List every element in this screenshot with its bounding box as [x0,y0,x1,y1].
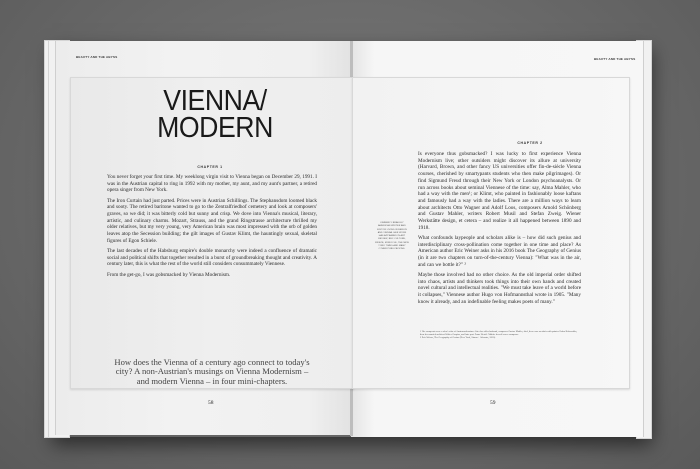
left-running-head: BEAUTY AND THE ABYSS [76,55,118,59]
article-title [118,85,311,144]
title-line-1: VIENNA/ [163,85,267,117]
footnotes [420,330,580,340]
paragraph: From the get-go, I was gobsmacked by Vienna Modernism. [107,271,231,278]
right-running-head: BEAUTY AND THE ABYSS [594,57,636,61]
chapter-1-label: CHAPTER 1 [197,165,223,169]
left-body-text [107,174,317,282]
footnote: 1 Her conquests were a who's who of Austromodernism. After her older husband, composer Gustav Mahler, died, there was an affair with painter Oskar Kokoschka, then she married architect Walter Gropius, and later poet Franz Werfel. Mahler herself was a composer. [420,330,578,337]
pull-quote: How does the Vienna of a century ago connect to today's city? A non-Austrian's musings on Vienna Modernism – and modern Vienna – in four mini-chapters. [114,357,310,386]
paragraph: What confounds laypeople and scholars alike is – how did such genius and interdisciplinary cross-pollination come together in one time and place? As American author Eric Weiner asks in his 2016 book The Geography of Genius (in it are two chapters on turn-of-the-century Vienna): "What was in the air, and can we bottle it?" ² [418,234,581,268]
author-bio: KIMBERLY BRADLEY AMERICAN WRITER AND EDITOR LIVING IN BERLIN AND VIENNA. HER WORK HAS APPEARED IN ART REVIEW, BBC CULTURE, FRIEZE, MONOCLE, THE NEW YORK TIMES AND MANY OTHER PUBLICATIONS. [375,222,409,251]
footnote: 2 Eric Weiner, The Geography of Genius (New York, Simon + Schuster, 2016). [420,336,496,340]
page-number-left: 58 [208,400,214,406]
right-body-text [418,151,581,309]
paragraph: The last decades of the Habsburg empire's double monarchy were indeed a confluence of dramatic social and political shifts that together resulted in a burst of groundbreaking thought and creativity. A century later, this is what the rest of the world still considers consummately Viennese. [107,248,317,268]
title-line-2: MODERN [157,112,273,144]
paragraph: Is everyone thus gobsmacked? I was lucky to first experience Vienna Modernism live; other outsiders might discover its allure at university (Harvard, Brown, and other fancy US universities offer fin-de-siècle Vienna courses, cherished by smartypants students who then make pilgrimages). Or find Sigmund Freud through their New York or London psychoanalysts. Or run across books about seminal Viennese of the time: say, Alma Mahler, who had a way with the men¹; or Klimt, who painted in fashionably loose kaftans and famously had a way with the ladies. There are a million ways to learn about architects Otto Wagner and Adolf Loos, composers Arnold Schönberg and Gustav Mahler, writers Robert Musil and Stefan Zweig. Wiener Werkstätte design, et cetera – and realize it all happened between 1890 and 1918. [418,151,581,231]
chapter-2-label: CHAPTER 2 [517,141,543,145]
paragraph: You never forget your first time. My weeklong virgin visit to Vienna began on December 29, 1991. I was in the Austrian capital to ring in 1992 with my mother, my aunt, and my aunt's partner, a retired opera singer from New York. [107,174,317,194]
paragraph: The Iron Curtain had just parted. Prices were in Austrian Schillings. The Stephansdom loomed black and sooty. The retired baritone wanted to go to the Zentralfriedhof cemetery and look at composers' graves, so we did; it was bitterly cold but sunny and crisp. We dove into Vienna's musical, literary, artistic, and culinary charms. Mozart, Strauss, and the grand Ringstrasse architecture thrilled my older relatives, but my very young, very American brain was most impressed with the orb of golden leaves atop the Secession building; the gilt images of Gustav Klimt, the hauntingly sexual, skeletal figures of Egon Schiele. [107,197,317,244]
paragraph: Maybe those involved had no other choice. As the old imperial order shifted into chaos, artists and thinkers took things into their own hands and created novel cultural and intellectual realities. "We must take leave of a world before it collapses," Viennese author Hugo von Hofmannsthal wrote in 1905. "Many know it already, and an indefinable feeling makes poets of many." [418,271,581,305]
page-number-right: 59 [490,400,496,406]
